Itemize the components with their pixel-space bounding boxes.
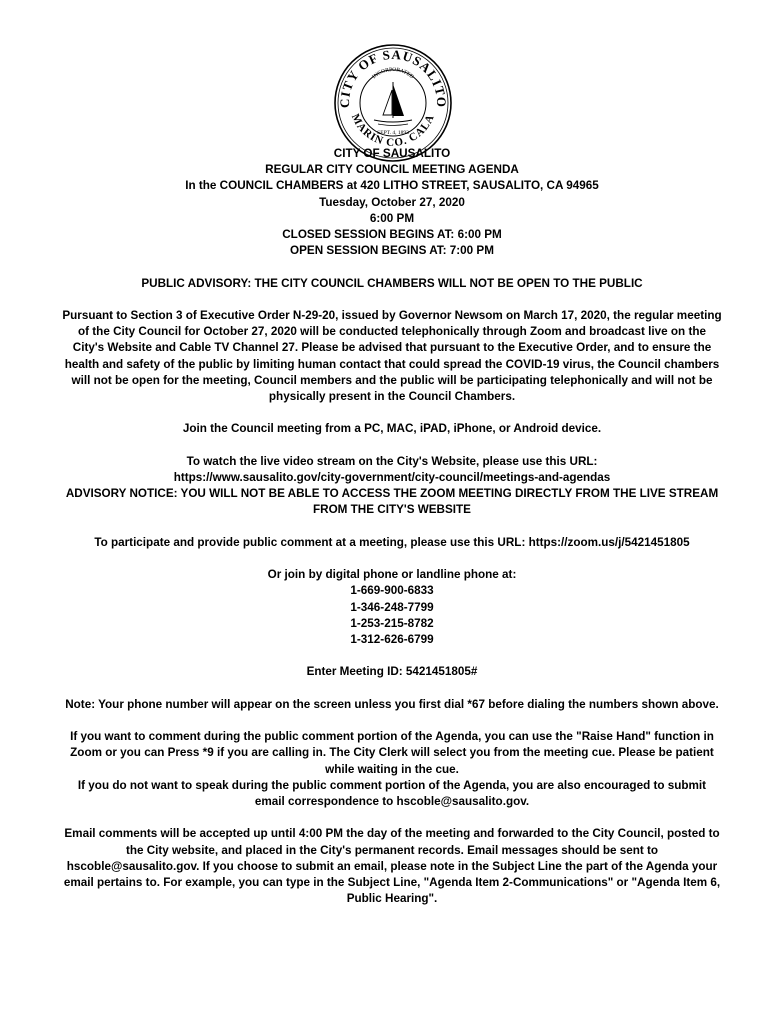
phone-number: 1-669-900-6833 [350,584,434,598]
phone-number: 1-312-626-6799 [350,633,434,646]
livestream-url[interactable]: https://www.sausalito.gov/city-government/city-council/meetings-and-agendas [173,471,611,484]
phone-intro: Or join by digital phone or landline phone at: [267,568,517,582]
phone-number-note: Note: Your phone number will appear on the screen unless you first dial *67 before dialing the numbers shown above. [65,697,719,711]
public-advisory: PUBLIC ADVISORY: THE CITY COUNCIL CHAMBERS WILL NOT BE OPEN TO THE PUBLIC [141,276,643,290]
meeting-date: Tuesday, October 27, 2020 [319,195,465,209]
email-encouragement: If you do not want to speak during the public comment portion of the Agenda, you are also encouraged to submit email correspondence to hscoble@sausalito.gov. [77,778,707,808]
join-devices-note: Join the Council meeting from a PC, MAC, iPAD, iPhone, or Android device. [182,422,602,436]
email-comments-paragraph: Email comments will be accepted up until 4:00 PM the day of the meeting and forwarded to the City Council, posted to the City website, and placed in the City's permanent records. Email messages should be sent to hscoble@sausalito.gov. If you choose to submit an email, please note in the Subject Line the part of the Agenda your email pertains to. For example, you can type in the Subject Line, "Agenda Item 2-Communications" or "Agenda Item 6, Public Hearing". [63,827,721,906]
meeting-time: 6:00 PM [369,211,415,225]
participate-zoom-url[interactable]: To participate and provide public comment at a meeting, please use this URL: https://zoom.us/j/5421451805 [94,535,690,549]
svg-text:SEPT. 4, 1893: SEPT. 4, 1893 [377,130,409,136]
phone-number: 1-346-248-7799 [350,600,434,614]
meeting-location: In the COUNCIL CHAMBERS at 420 LITHO STREET, SAUSALITO, CA 94965 [185,179,599,193]
meeting-title: REGULAR CITY COUNCIL MEETING AGENDA [265,163,519,177]
closed-session-time: CLOSED SESSION BEGINS AT: 6:00 PM [282,228,502,242]
meeting-id: Enter Meeting ID: 5421451805# [306,665,478,679]
livestream-advisory-notice: ADVISORY NOTICE: YOU WILL NOT BE ABLE TO ACCESS THE ZOOM MEETING DIRECTLY FROM THE LIVE STREAM FROM THE CITY'S WEBSITE [65,487,719,517]
city-name: CITY OF SAUSALITO [333,147,451,160]
svg-text:MARIN CO. CALA: MARIN CO. CALA [348,112,437,149]
svg-text:CITY OF SAUSALITO: CITY OF SAUSALITO [336,46,450,109]
executive-order-paragraph: Pursuant to Section 3 of Executive Order N-29-20, issued by Governor Newsom on March 17, 2020, the regular meeting of the City Council for October 27, 2020 will be conducted telephonically through Zoom and broadcast live on the City's Website and Cable TV Channel 27. Please be advised that pursuant to the Executive Order, and to ensure the health and safety of the public by limiting human contact that could spread the COVID-19 virus, the Council chambers will not be open for the meeting, Council members and the public will be participating telephonically and will not be physically present in the Council Chambers. [62,309,722,404]
phone-number: 1-253-215-8782 [350,616,434,630]
agenda-content [62,146,722,907]
livestream-intro: To watch the live video stream on the City's Website, please use this URL: [186,454,598,468]
open-session-time: OPEN SESSION BEGINS AT: 7:00 PM [290,244,494,258]
svg-text:INCORPORATED: INCORPORATED [371,66,415,81]
raise-hand-instructions: If you want to comment during the public comment portion of the Agenda, you can use the "Raise Hand" function in Zoom or you can Press *9 if you are calling in. The City Clerk will select you from the meeting cue. Please be patient while waiting in the cue. [70,730,714,776]
